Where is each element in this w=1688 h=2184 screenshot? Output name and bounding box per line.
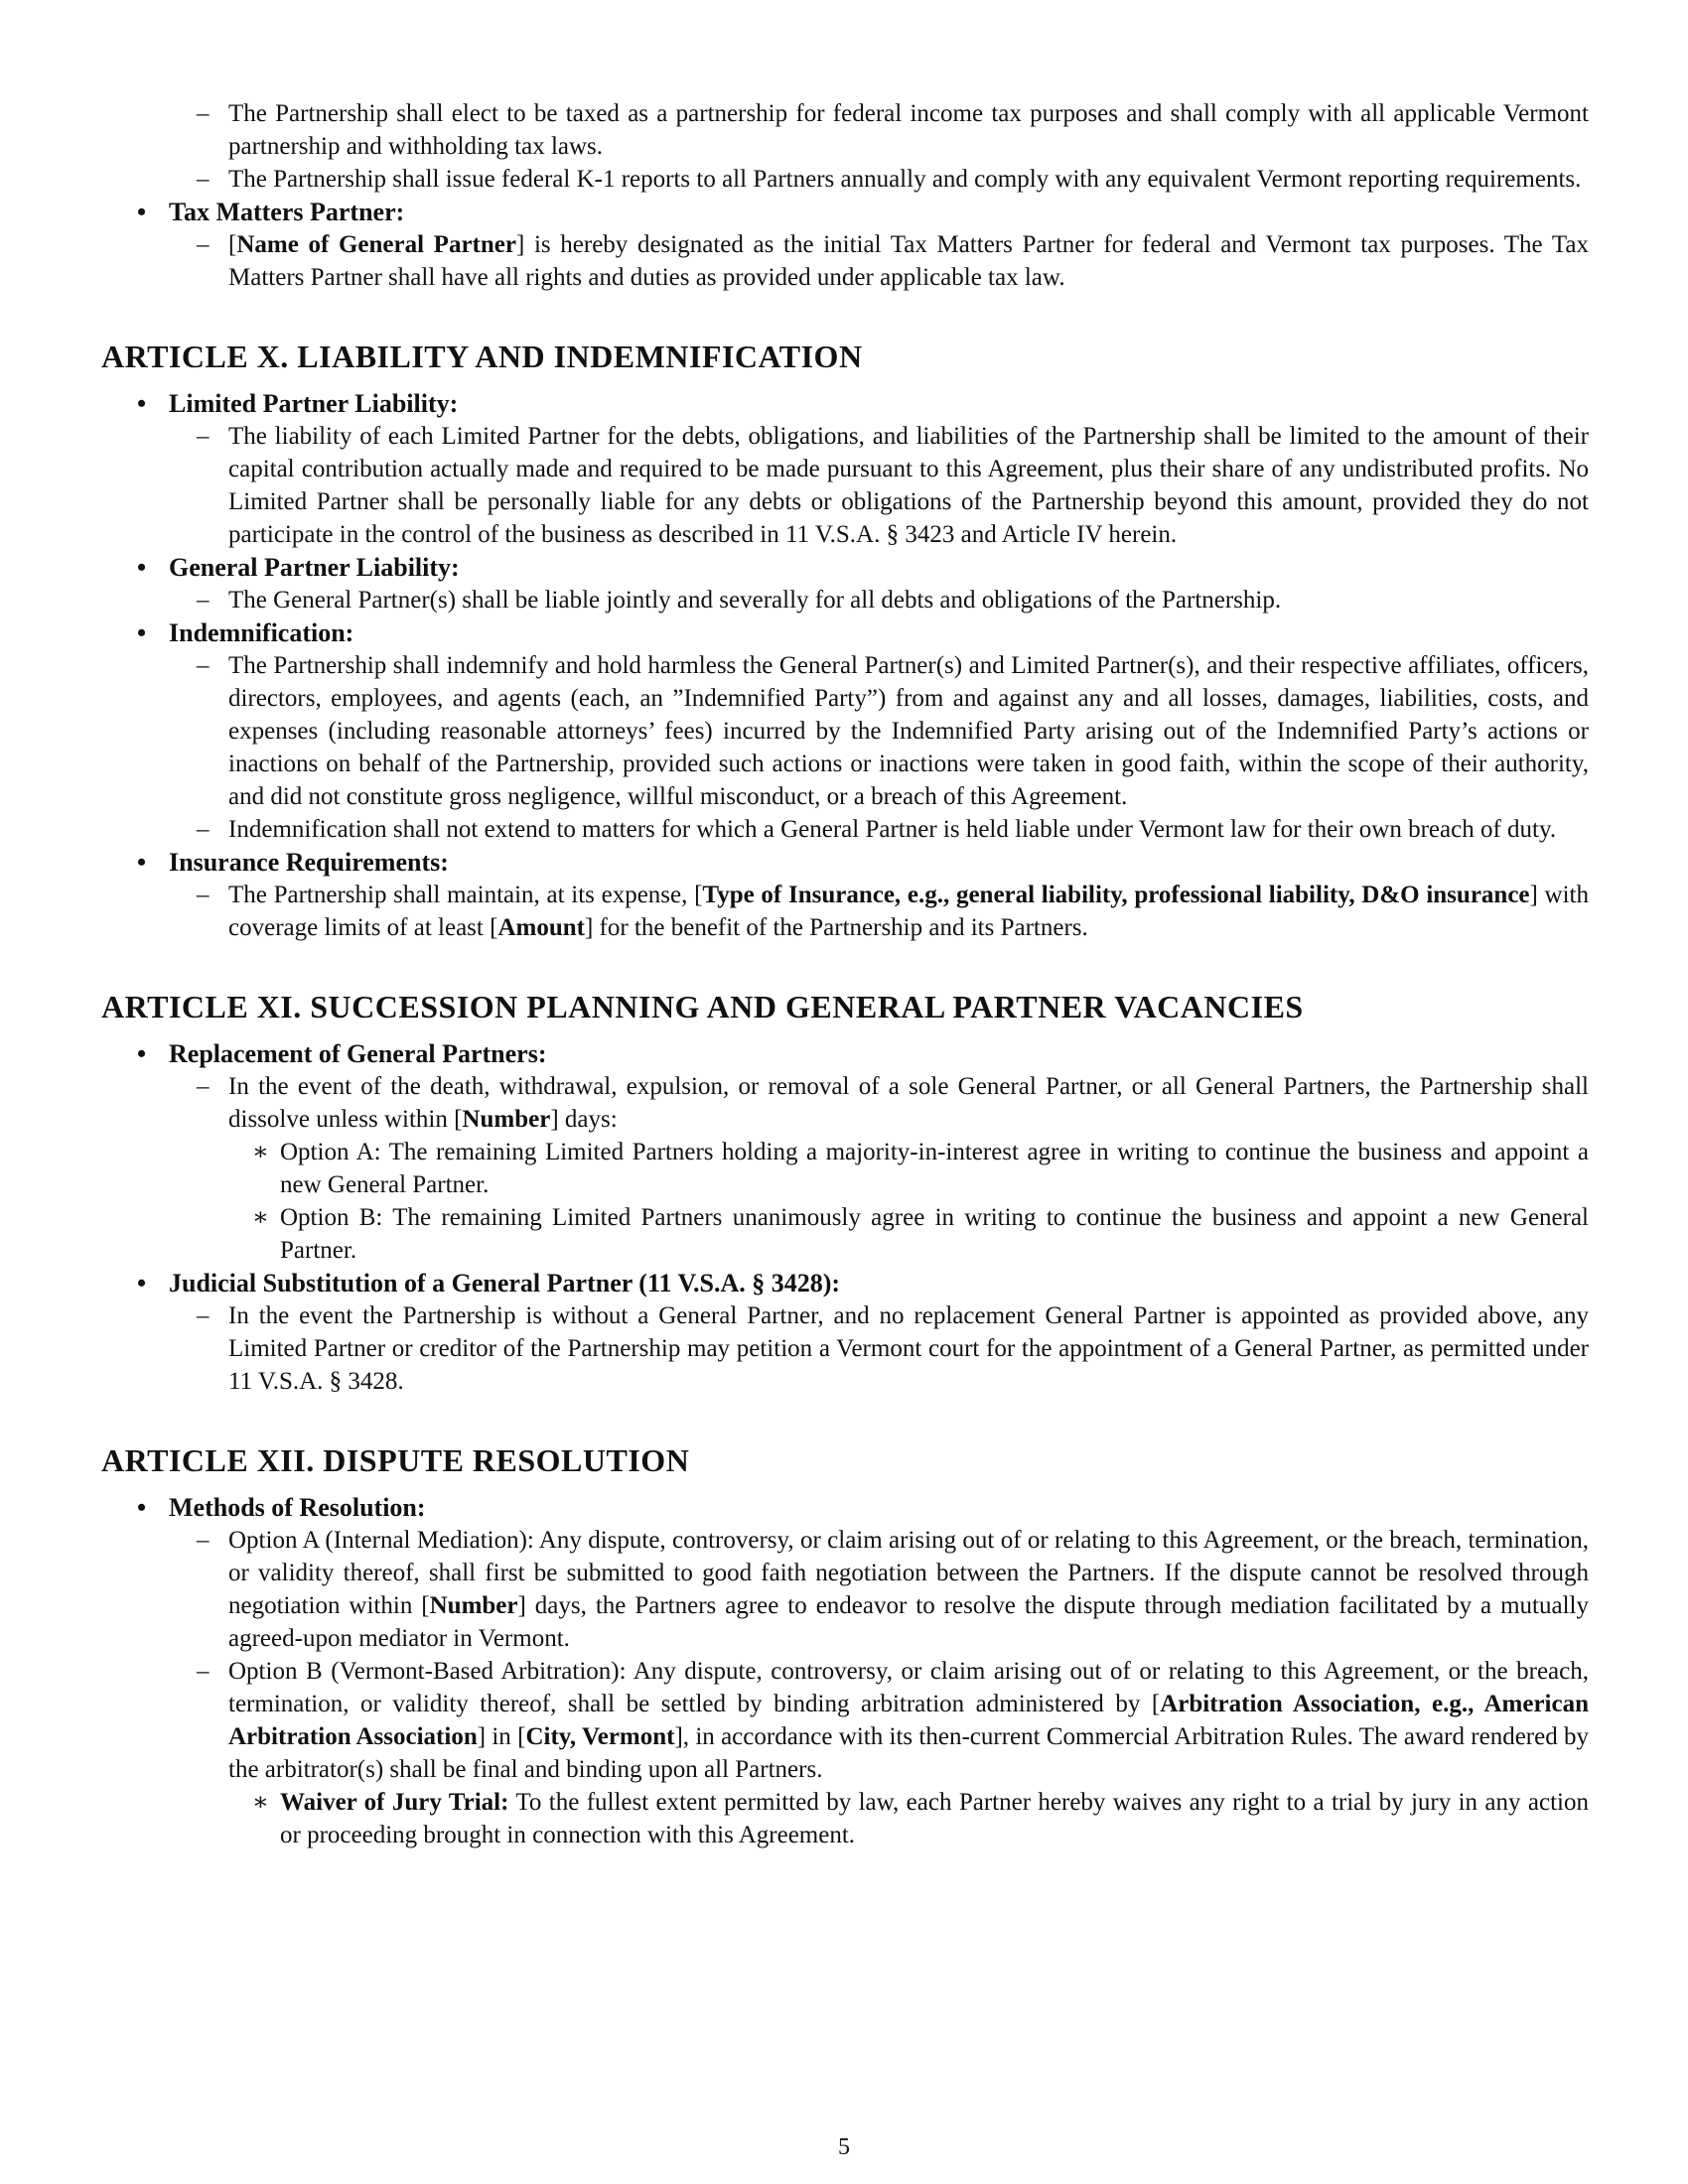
placeholder-text: Name of General Partner xyxy=(236,231,516,258)
dash-marker: – xyxy=(197,231,210,258)
list-item xyxy=(101,584,1589,616)
list-item xyxy=(101,1524,1589,1655)
list-item xyxy=(101,420,1589,551)
item-text: The Partnership shall maintain, at its expense, [ xyxy=(228,882,703,908)
bullet-marker: • xyxy=(137,1269,147,1297)
bullet-marker: • xyxy=(137,389,147,418)
item-text: ] for the benefit of the Partnership and its Partners. xyxy=(584,914,1088,941)
item-text: ], in accordance with its then-current Commercial Arbitration Rules. The award rendered by the arbitrator(s) shall be final and binding upon all Partners. xyxy=(228,1723,1590,1783)
bullet-marker: • xyxy=(137,618,147,647)
star-marker: ∗ xyxy=(252,1139,269,1165)
placeholder-text: Number xyxy=(429,1592,518,1619)
item-text: ] days: xyxy=(550,1106,618,1133)
item-text: ] with coverage limits of at least [ xyxy=(228,882,1589,941)
list-item xyxy=(101,1136,1589,1201)
list-item xyxy=(101,228,1589,294)
list-item xyxy=(101,163,1589,196)
list-item xyxy=(101,97,1589,163)
article-heading: ARTICLE XI. SUCCESSION PLANNING AND GENERAL PARTNER VACANCIES xyxy=(101,989,1304,1024)
dash-marker: – xyxy=(197,100,210,127)
tax-list xyxy=(101,97,1589,294)
list-item xyxy=(101,649,1589,813)
item-text: In the event of the death, withdrawal, expulsion, or removal of a sole General Partner, or all General Partners, the Partnership shall dissolve unless within [ xyxy=(228,1073,1589,1133)
list-item xyxy=(101,616,1589,649)
bullet-marker: • xyxy=(137,1039,147,1068)
list-item xyxy=(101,1786,1589,1851)
dash-marker: – xyxy=(197,882,210,908)
dash-marker: – xyxy=(197,166,210,193)
bullet-marker: • xyxy=(137,848,147,877)
article-xi-list xyxy=(101,1037,1589,1398)
placeholder-text: City, Vermont xyxy=(525,1723,675,1750)
list-item xyxy=(101,1201,1589,1267)
dash-marker: – xyxy=(197,1302,210,1329)
item-text: Option B: The remaining Limited Partners unanimously agree in writing to continue the business and appoint a new General Partner. xyxy=(280,1204,1589,1264)
dash-marker: – xyxy=(197,652,210,679)
item-label: Limited Partner Liability: xyxy=(169,389,459,418)
list-item xyxy=(101,1037,1589,1070)
dash-marker: – xyxy=(197,1073,210,1100)
list-item xyxy=(101,1655,1589,1786)
list-item xyxy=(101,196,1589,228)
article-heading: ARTICLE X. LIABILITY AND INDEMNIFICATION xyxy=(101,339,863,374)
placeholder-text: Amount xyxy=(497,914,585,941)
item-text: To the fullest extent permitted by law, each Partner hereby waives any right to a trial by jury in any action or proceeding brought in connection with this Agreement. xyxy=(280,1789,1589,1848)
bullet-marker: • xyxy=(137,198,147,226)
star-marker: ∗ xyxy=(252,1789,269,1816)
item-text: Option A (Internal Mediation): Any dispute, controversy, or claim arising out of or relating to this Agreement, or the breach, termination, or validity thereof, shall first be submitted to good faith negotiation between the Partners. If the dispute cannot be resolved through negotiation within [ xyxy=(228,1527,1589,1619)
item-label: Tax Matters Partner: xyxy=(169,198,405,226)
document-page xyxy=(101,97,1589,1851)
item-text: ] in [ xyxy=(477,1723,526,1750)
article-x-list xyxy=(101,387,1589,944)
item-text: In the event the Partnership is without a General Partner, and no replacement General Partner is appointed as provided above, any Limited Partner or creditor of the Partnership may petition a Vermont court for the appointment of a General Partner, as permitted under 11 V.S.A. § 3428. xyxy=(228,1302,1589,1395)
item-label: Judicial Substitution of a General Partner (11 V.S.A. § 3428): xyxy=(169,1269,841,1297)
list-item xyxy=(101,813,1589,846)
placeholder-text: Type of Insurance, e.g., general liability, professional liability, D&O insurance xyxy=(702,882,1530,908)
article-xii-list xyxy=(101,1491,1589,1851)
list-item xyxy=(101,1070,1589,1136)
list-item xyxy=(101,1267,1589,1299)
item-text: Indemnification shall not extend to matters for which a General Partner is held liable under Vermont law for their own breach of duty. xyxy=(228,816,1557,843)
bullet-marker: • xyxy=(137,553,147,582)
placeholder-text: Arbitration Association, e.g., American Arbitration Association xyxy=(228,1691,1590,1750)
item-text: Option B (Vermont-Based Arbitration): Any dispute, controversy, or claim arising out of or relating to this Agreement, or the breach, termination, or validity thereof, shall be settled by binding arbitration administered by [ xyxy=(228,1658,1589,1717)
item-label: Waiver of Jury Trial: xyxy=(280,1789,509,1816)
dash-marker: – xyxy=(197,816,210,843)
dash-marker: – xyxy=(197,1527,210,1554)
item-text: The Partnership shall indemnify and hold harmless the General Partner(s) and Limited Partner(s), and their respective affiliates, officers, directors, employees, and agents (each, an ”Indemnified Party”) from and against any and all losses, damages, liabilities, costs, and expenses (including reasonable attorneys’ fees) incurred by the Indemnified Party arising out of the Indemnified Party’s actions or inactions on behalf of the Partnership, provided such actions or inactions were taken in good faith, within the scope of their authority, and did not constitute gross negligence, willful misconduct, or a breach of this Agreement. xyxy=(228,652,1589,810)
item-text: The Partnership shall elect to be taxed as a partnership for federal income tax purposes and shall comply with all applicable Vermont partnership and withholding tax laws. xyxy=(228,100,1589,160)
item-text: The Partnership shall issue federal K-1 reports to all Partners annually and comply with any equivalent Vermont reporting requirements. xyxy=(228,166,1582,193)
list-item xyxy=(101,879,1589,944)
list-item xyxy=(101,551,1589,584)
item-label: Methods of Resolution: xyxy=(169,1493,426,1522)
item-text: The liability of each Limited Partner for the debts, obligations, and liabilities of the Partnership shall be limited to the amount of their capital contribution actually made and required to be made pursuant to this Agreement, plus their share of any undistributed profits. No Limited Partner shall be personally liable for any debts or obligations of the Partnership beyond this amount, provided they do not participate in the control of the business as described in 11 V.S.A. § 3423 and Article IV herein. xyxy=(228,423,1589,548)
page-number: 5 xyxy=(838,2134,850,2160)
item-text: ] is hereby designated as the initial Tax Matters Partner for federal and Vermont tax purposes. The Tax Matters Partner shall have all rights and duties as provided under applicable tax law. xyxy=(228,231,1589,291)
dash-marker: – xyxy=(197,1658,210,1685)
dash-marker: – xyxy=(197,587,210,614)
list-item xyxy=(101,1491,1589,1524)
item-text: The General Partner(s) shall be liable jointly and severally for all debts and obligations of the Partnership. xyxy=(228,587,1282,614)
article-heading: ARTICLE XII. DISPUTE RESOLUTION xyxy=(101,1442,690,1478)
item-label: Replacement of General Partners: xyxy=(169,1039,547,1068)
star-marker: ∗ xyxy=(252,1204,269,1231)
item-text: Option A: The remaining Limited Partners holding a majority-in-interest agree in writing to continue the business and appoint a new General Partner. xyxy=(280,1139,1589,1198)
item-label: Insurance Requirements: xyxy=(169,848,449,877)
list-item xyxy=(101,387,1589,420)
item-label: General Partner Liability: xyxy=(169,553,460,582)
item-text: ] days, the Partners agree to endeavor to resolve the dispute through mediation facilitated by a mutually agreed-upon mediator in Vermont. xyxy=(228,1592,1589,1652)
bullet-marker: • xyxy=(137,1493,147,1522)
item-label: Indemnification: xyxy=(169,618,354,647)
list-item xyxy=(101,846,1589,879)
item-text: [ xyxy=(228,231,237,258)
dash-marker: – xyxy=(197,423,210,450)
list-item xyxy=(101,1299,1589,1398)
placeholder-text: Number xyxy=(462,1106,551,1133)
